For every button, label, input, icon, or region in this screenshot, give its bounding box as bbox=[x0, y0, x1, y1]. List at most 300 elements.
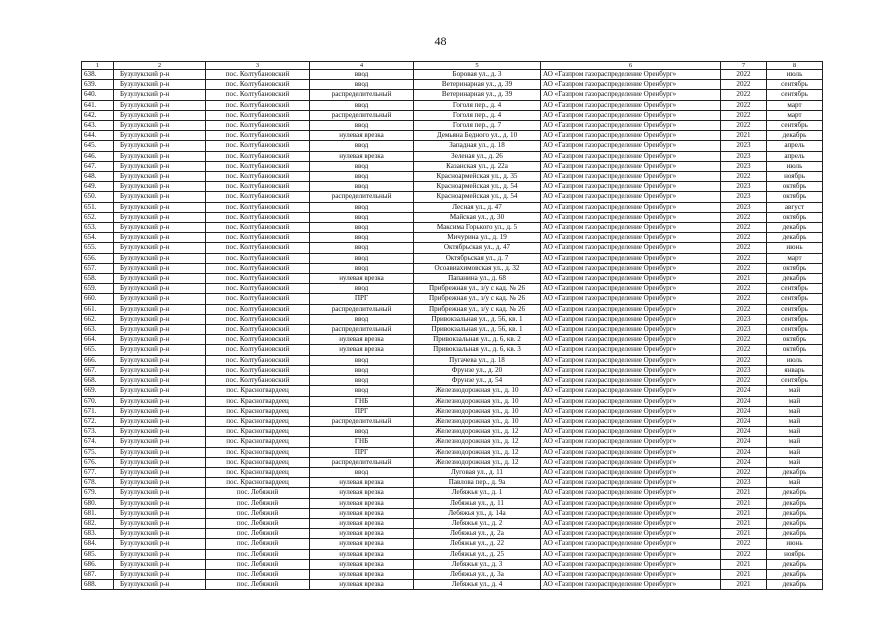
address-cell: Луговая ул., д. 11 bbox=[414, 467, 541, 477]
table-row bbox=[82, 294, 823, 304]
row-number-cell: 670. bbox=[82, 396, 114, 406]
settlement-cell: пос. Красногвардеец bbox=[206, 386, 310, 396]
object-type-cell: нулевая врезка bbox=[310, 488, 414, 498]
address-cell: Железнодорожная ул., д. 12 bbox=[414, 457, 541, 467]
settlement-cell: пос. Колтубановский bbox=[206, 243, 310, 253]
month-cell: июль bbox=[767, 161, 823, 171]
district-cell: Бузулукский р-н bbox=[114, 549, 206, 559]
year-cell: 2022 bbox=[721, 345, 767, 355]
organization-cell: АО «Газпром газораспределение Оренбург» bbox=[541, 396, 721, 406]
settlement-cell: пос. Колтубановский bbox=[206, 325, 310, 335]
table-row bbox=[82, 457, 823, 467]
row-number-cell: 674. bbox=[82, 437, 114, 447]
row-number-cell: 640. bbox=[82, 90, 114, 100]
object-type-cell: распределительный bbox=[310, 110, 414, 120]
address-cell: Фрунзе ул., д. 20 bbox=[414, 365, 541, 375]
month-cell: декабрь bbox=[767, 223, 823, 233]
row-number-cell: 672. bbox=[82, 416, 114, 426]
address-cell: Красноармейская ул., д. 54 bbox=[414, 192, 541, 202]
organization-cell: АО «Газпром газораспределение Оренбург» bbox=[541, 467, 721, 477]
year-cell: 2022 bbox=[721, 467, 767, 477]
district-cell: Бузулукский р-н bbox=[114, 141, 206, 151]
district-cell: Бузулукский р-н bbox=[114, 304, 206, 314]
organization-cell: АО «Газпром газораспределение Оренбург» bbox=[541, 406, 721, 416]
table-row bbox=[82, 233, 823, 243]
object-type-cell: распределительный bbox=[310, 90, 414, 100]
organization-cell: АО «Газпром газораспределение Оренбург» bbox=[541, 141, 721, 151]
organization-cell: АО «Газпром газораспределение Оренбург» bbox=[541, 314, 721, 324]
settlement-cell: пос. Лебяжий bbox=[206, 488, 310, 498]
object-type-cell: распределительный bbox=[310, 416, 414, 426]
district-cell: Бузулукский р-н bbox=[114, 386, 206, 396]
row-number-cell: 671. bbox=[82, 406, 114, 416]
row-number-cell: 647. bbox=[82, 161, 114, 171]
table-row bbox=[82, 304, 823, 314]
table-row bbox=[82, 182, 823, 192]
object-type-cell: ввод bbox=[310, 212, 414, 222]
organization-cell: АО «Газпром газораспределение Оренбург» bbox=[541, 263, 721, 273]
year-cell: 2022 bbox=[721, 100, 767, 110]
month-cell: апрель bbox=[767, 141, 823, 151]
row-number-cell: 638. bbox=[82, 70, 114, 80]
organization-cell: АО «Газпром газораспределение Оренбург» bbox=[541, 121, 721, 131]
year-cell: 2024 bbox=[721, 406, 767, 416]
table-row bbox=[82, 161, 823, 171]
object-type-cell: ввод bbox=[310, 427, 414, 437]
year-cell: 2021 bbox=[721, 580, 767, 590]
organization-cell: АО «Газпром газораспределение Оренбург» bbox=[541, 529, 721, 539]
organization-cell: АО «Газпром газораспределение Оренбург» bbox=[541, 335, 721, 345]
year-cell: 2024 bbox=[721, 396, 767, 406]
district-cell: Бузулукский р-н bbox=[114, 406, 206, 416]
column-header: 2 bbox=[114, 62, 206, 70]
row-number-cell: 684. bbox=[82, 539, 114, 549]
organization-cell: АО «Газпром газораспределение Оренбург» bbox=[541, 212, 721, 222]
object-type-cell: ввод bbox=[310, 161, 414, 171]
table-row bbox=[82, 243, 823, 253]
district-cell: Бузулукский р-н bbox=[114, 559, 206, 569]
organization-cell: АО «Газпром газораспределение Оренбург» bbox=[541, 172, 721, 182]
address-cell: Папанина ул., д. 68 bbox=[414, 274, 541, 284]
settlement-cell: пос. Колтубановский bbox=[206, 80, 310, 90]
district-cell: Бузулукский р-н bbox=[114, 345, 206, 355]
month-cell: октябрь bbox=[767, 212, 823, 222]
settlement-cell: пос. Колтубановский bbox=[206, 212, 310, 222]
object-type-cell: нулевая врезка bbox=[310, 539, 414, 549]
object-type-cell: нулевая врезка bbox=[310, 549, 414, 559]
organization-cell: АО «Газпром газораспределение Оренбург» bbox=[541, 427, 721, 437]
month-cell: март bbox=[767, 100, 823, 110]
object-type-cell: нулевая врезка bbox=[310, 478, 414, 488]
organization-cell: АО «Газпром газораспределение Оренбург» bbox=[541, 80, 721, 90]
year-cell: 2021 bbox=[721, 498, 767, 508]
table-row bbox=[82, 151, 823, 161]
row-number-cell: 688. bbox=[82, 580, 114, 590]
settlement-cell: пос. Колтубановский bbox=[206, 335, 310, 345]
row-number-cell: 649. bbox=[82, 182, 114, 192]
organization-cell: АО «Газпром газораспределение Оренбург» bbox=[541, 253, 721, 263]
row-number-cell: 645. bbox=[82, 141, 114, 151]
row-number-cell: 668. bbox=[82, 376, 114, 386]
month-cell: сентябрь bbox=[767, 90, 823, 100]
address-cell: Казанская ул., д. 22а bbox=[414, 161, 541, 171]
table-row bbox=[82, 416, 823, 426]
address-cell: Железнодорожная ул., д. 10 bbox=[414, 406, 541, 416]
table-row bbox=[82, 172, 823, 182]
address-cell: Лесная ул., д. 47 bbox=[414, 202, 541, 212]
address-cell: Прибрежная ул., з/у с кад. № 26 bbox=[414, 304, 541, 314]
organization-cell: АО «Газпром газораспределение Оренбург» bbox=[541, 304, 721, 314]
object-type-cell: ввод bbox=[310, 253, 414, 263]
object-type-cell: распределительный bbox=[310, 304, 414, 314]
object-type-cell: ввод bbox=[310, 233, 414, 243]
address-cell: Привокзальная ул., д. 6, кв. 3 bbox=[414, 345, 541, 355]
district-cell: Бузулукский р-н bbox=[114, 172, 206, 182]
object-type-cell: ввод bbox=[310, 100, 414, 110]
year-cell: 2024 bbox=[721, 427, 767, 437]
organization-cell: АО «Газпром газораспределение Оренбург» bbox=[541, 569, 721, 579]
district-cell: Бузулукский р-н bbox=[114, 508, 206, 518]
year-cell: 2021 bbox=[721, 518, 767, 528]
address-cell: Западная ул., д. 18 bbox=[414, 141, 541, 151]
table-row bbox=[82, 427, 823, 437]
table-row bbox=[82, 386, 823, 396]
settlement-cell: пос. Колтубановский bbox=[206, 355, 310, 365]
year-cell: 2021 bbox=[721, 529, 767, 539]
settlement-cell: пос. Колтубановский bbox=[206, 253, 310, 263]
organization-cell: АО «Газпром газораспределение Оренбург» bbox=[541, 376, 721, 386]
object-type-cell: ввод bbox=[310, 121, 414, 131]
month-cell: апрель bbox=[767, 151, 823, 161]
year-cell: 2023 bbox=[721, 161, 767, 171]
district-cell: Бузулукский р-н bbox=[114, 192, 206, 202]
district-cell: Бузулукский р-н bbox=[114, 580, 206, 590]
table-row bbox=[82, 539, 823, 549]
month-cell: сентябрь bbox=[767, 284, 823, 294]
row-number-cell: 648. bbox=[82, 172, 114, 182]
row-number-cell: 662. bbox=[82, 314, 114, 324]
address-cell: Гоголя пер., д. 4 bbox=[414, 100, 541, 110]
object-type-cell: ПРГ bbox=[310, 294, 414, 304]
row-number-cell: 664. bbox=[82, 335, 114, 345]
row-number-cell: 667. bbox=[82, 365, 114, 375]
district-cell: Бузулукский р-н bbox=[114, 396, 206, 406]
row-number-cell: 679. bbox=[82, 488, 114, 498]
organization-cell: АО «Газпром газораспределение Оренбург» bbox=[541, 437, 721, 447]
object-type-cell: ввод bbox=[310, 263, 414, 273]
year-cell: 2024 bbox=[721, 386, 767, 396]
row-number-cell: 665. bbox=[82, 345, 114, 355]
district-cell: Бузулукский р-н bbox=[114, 478, 206, 488]
year-cell: 2024 bbox=[721, 457, 767, 467]
table-row bbox=[82, 131, 823, 141]
organization-cell: АО «Газпром газораспределение Оренбург» bbox=[541, 202, 721, 212]
settlement-cell: пос. Лебяжий bbox=[206, 569, 310, 579]
month-cell: май bbox=[767, 447, 823, 457]
settlement-cell: пос. Колтубановский bbox=[206, 345, 310, 355]
row-number-cell: 683. bbox=[82, 529, 114, 539]
object-type-cell: нулевая врезка bbox=[310, 151, 414, 161]
table-row bbox=[82, 110, 823, 120]
settlement-cell: пос. Лебяжий bbox=[206, 518, 310, 528]
district-cell: Бузулукский р-н bbox=[114, 212, 206, 222]
object-type-cell: нулевая врезка bbox=[310, 131, 414, 141]
settlement-cell: пос. Колтубановский bbox=[206, 294, 310, 304]
address-cell: Лебяжья ул., д. 4 bbox=[414, 580, 541, 590]
organization-cell: АО «Газпром газораспределение Оренбург» bbox=[541, 478, 721, 488]
address-cell: Пугачева ул., д. 18 bbox=[414, 355, 541, 365]
month-cell: декабрь bbox=[767, 569, 823, 579]
address-cell: Октябрьская ул., д. 7 bbox=[414, 253, 541, 263]
district-cell: Бузулукский р-н bbox=[114, 223, 206, 233]
organization-cell: АО «Газпром газораспределение Оренбург» bbox=[541, 243, 721, 253]
month-cell: май bbox=[767, 437, 823, 447]
address-cell: Гоголя пер., д. 4 bbox=[414, 110, 541, 120]
address-cell: Железнодорожная ул., д. 12 bbox=[414, 437, 541, 447]
object-type-cell: ввод bbox=[310, 182, 414, 192]
year-cell: 2022 bbox=[721, 253, 767, 263]
address-cell: Железнодорожная ул., д. 12 bbox=[414, 427, 541, 437]
table-row bbox=[82, 478, 823, 488]
table-row bbox=[82, 488, 823, 498]
month-cell: сентябрь bbox=[767, 304, 823, 314]
object-type-cell: ввод bbox=[310, 355, 414, 365]
table-row bbox=[82, 406, 823, 416]
settlement-cell: пос. Колтубановский bbox=[206, 263, 310, 273]
year-cell: 2022 bbox=[721, 110, 767, 120]
year-cell: 2023 bbox=[721, 151, 767, 161]
month-cell: декабрь bbox=[767, 233, 823, 243]
settlement-cell: пос. Колтубановский bbox=[206, 110, 310, 120]
row-number-cell: 646. bbox=[82, 151, 114, 161]
column-header: 4 bbox=[310, 62, 414, 70]
organization-cell: АО «Газпром газораспределение Оренбург» bbox=[541, 284, 721, 294]
settlement-cell: пос. Колтубановский bbox=[206, 131, 310, 141]
year-cell: 2022 bbox=[721, 284, 767, 294]
organization-cell: АО «Газпром газораспределение Оренбург» bbox=[541, 559, 721, 569]
object-type-cell: распределительный bbox=[310, 457, 414, 467]
month-cell: октябрь bbox=[767, 192, 823, 202]
row-number-cell: 655. bbox=[82, 243, 114, 253]
district-cell: Бузулукский р-н bbox=[114, 80, 206, 90]
table-row bbox=[82, 345, 823, 355]
address-cell: Ветеринарная ул., д. 39 bbox=[414, 90, 541, 100]
address-cell: Октябрьская ул., д. 47 bbox=[414, 243, 541, 253]
row-number-cell: 644. bbox=[82, 131, 114, 141]
month-cell: ноябрь bbox=[767, 172, 823, 182]
month-cell: январь bbox=[767, 365, 823, 375]
address-cell: Лебяжья ул., д. 25 bbox=[414, 549, 541, 559]
month-cell: июнь bbox=[767, 243, 823, 253]
year-cell: 2023 bbox=[721, 141, 767, 151]
district-cell: Бузулукский р-н bbox=[114, 233, 206, 243]
table-row bbox=[82, 325, 823, 335]
settlement-cell: пос. Лебяжий bbox=[206, 498, 310, 508]
year-cell: 2022 bbox=[721, 355, 767, 365]
table-row bbox=[82, 314, 823, 324]
month-cell: декабрь bbox=[767, 467, 823, 477]
column-header: 7 bbox=[721, 62, 767, 70]
object-type-cell: ввод bbox=[310, 223, 414, 233]
object-type-cell: ввод bbox=[310, 243, 414, 253]
row-number-cell: 654. bbox=[82, 233, 114, 243]
table-row bbox=[82, 569, 823, 579]
year-cell: 2021 bbox=[721, 569, 767, 579]
row-number-cell: 643. bbox=[82, 121, 114, 131]
object-type-cell: нулевая врезка bbox=[310, 529, 414, 539]
row-number-cell: 641. bbox=[82, 100, 114, 110]
district-cell: Бузулукский р-н bbox=[114, 539, 206, 549]
address-cell: Прибрежная ул., з/у с кад. № 26 bbox=[414, 284, 541, 294]
district-cell: Бузулукский р-н bbox=[114, 365, 206, 375]
settlement-cell: пос. Лебяжий bbox=[206, 549, 310, 559]
year-cell: 2021 bbox=[721, 131, 767, 141]
object-type-cell: ПРГ bbox=[310, 447, 414, 457]
object-type-cell: нулевая врезка bbox=[310, 518, 414, 528]
settlement-cell: пос. Лебяжий bbox=[206, 580, 310, 590]
address-cell: Лебяжья ул., д. 14а bbox=[414, 508, 541, 518]
gas-objects-table bbox=[81, 61, 823, 590]
month-cell: сентябрь bbox=[767, 294, 823, 304]
year-cell: 2022 bbox=[721, 121, 767, 131]
month-cell: октябрь bbox=[767, 335, 823, 345]
organization-cell: АО «Газпром газораспределение Оренбург» bbox=[541, 294, 721, 304]
row-number-cell: 686. bbox=[82, 559, 114, 569]
settlement-cell: пос. Колтубановский bbox=[206, 141, 310, 151]
organization-cell: АО «Газпром газораспределение Оренбург» bbox=[541, 447, 721, 457]
settlement-cell: пос. Колтубановский bbox=[206, 161, 310, 171]
district-cell: Бузулукский р-н bbox=[114, 569, 206, 579]
row-number-cell: 660. bbox=[82, 294, 114, 304]
table-row bbox=[82, 284, 823, 294]
settlement-cell: пос. Колтубановский bbox=[206, 90, 310, 100]
district-cell: Бузулукский р-н bbox=[114, 100, 206, 110]
organization-cell: АО «Газпром газораспределение Оренбург» bbox=[541, 70, 721, 80]
year-cell: 2022 bbox=[721, 90, 767, 100]
organization-cell: АО «Газпром газораспределение Оренбург» bbox=[541, 355, 721, 365]
settlement-cell: пос. Колтубановский bbox=[206, 121, 310, 131]
address-cell: Прибрежная ул., з/у с кад. № 26 bbox=[414, 294, 541, 304]
month-cell: декабрь bbox=[767, 274, 823, 284]
settlement-cell: пос. Колтубановский bbox=[206, 100, 310, 110]
column-header: 6 bbox=[541, 62, 721, 70]
settlement-cell: пос. Лебяжий bbox=[206, 559, 310, 569]
district-cell: Бузулукский р-н bbox=[114, 355, 206, 365]
row-number-cell: 677. bbox=[82, 467, 114, 477]
settlement-cell: пос. Колтубановский bbox=[206, 192, 310, 202]
district-cell: Бузулукский р-н bbox=[114, 182, 206, 192]
year-cell: 2021 bbox=[721, 508, 767, 518]
month-cell: декабрь bbox=[767, 518, 823, 528]
table-row bbox=[82, 141, 823, 151]
table-row bbox=[82, 376, 823, 386]
district-cell: Бузулукский р-н bbox=[114, 131, 206, 141]
address-cell: Привокзальная ул., д. 56, кв. 1 bbox=[414, 314, 541, 324]
address-cell: Железнодорожная ул., д. 10 bbox=[414, 416, 541, 426]
object-type-cell: нулевая врезка bbox=[310, 580, 414, 590]
row-number-cell: 659. bbox=[82, 284, 114, 294]
settlement-cell: пос. Колтубановский bbox=[206, 376, 310, 386]
district-cell: Бузулукский р-н bbox=[114, 467, 206, 477]
table-row bbox=[82, 80, 823, 90]
row-number-cell: 680. bbox=[82, 498, 114, 508]
year-cell: 2024 bbox=[721, 447, 767, 457]
organization-cell: АО «Газпром газораспределение Оренбург» bbox=[541, 345, 721, 355]
district-cell: Бузулукский р-н bbox=[114, 110, 206, 120]
object-type-cell: ввод bbox=[310, 141, 414, 151]
month-cell: июнь bbox=[767, 539, 823, 549]
address-cell: Максима Горького ул., д. 5 bbox=[414, 223, 541, 233]
year-cell: 2021 bbox=[721, 559, 767, 569]
settlement-cell: пос. Колтубановский bbox=[206, 151, 310, 161]
settlement-cell: пос. Красногвардеец bbox=[206, 447, 310, 457]
table-row bbox=[82, 580, 823, 590]
address-cell: Красноармейская ул., д. 54 bbox=[414, 182, 541, 192]
district-cell: Бузулукский р-н bbox=[114, 437, 206, 447]
page-number: 48 bbox=[434, 34, 447, 48]
address-cell: Зеленая ул., д. 26 bbox=[414, 151, 541, 161]
table-row bbox=[82, 202, 823, 212]
month-cell: сентябрь bbox=[767, 325, 823, 335]
table-row bbox=[82, 437, 823, 447]
organization-cell: АО «Газпром газораспределение Оренбург» bbox=[541, 274, 721, 284]
row-number-cell: 666. bbox=[82, 355, 114, 365]
settlement-cell: пос. Красногвардеец bbox=[206, 467, 310, 477]
column-header: 5 bbox=[414, 62, 541, 70]
object-type-cell: ввод bbox=[310, 284, 414, 294]
address-cell: Павлова пер., д. 9а bbox=[414, 478, 541, 488]
address-cell: Боровая ул., д. 3 bbox=[414, 70, 541, 80]
month-cell: май bbox=[767, 478, 823, 488]
district-cell: Бузулукский р-н bbox=[114, 314, 206, 324]
settlement-cell: пос. Красногвардеец bbox=[206, 406, 310, 416]
row-number-cell: 675. bbox=[82, 447, 114, 457]
organization-cell: АО «Газпром газораспределение Оренбург» bbox=[541, 457, 721, 467]
year-cell: 2022 bbox=[721, 80, 767, 90]
settlement-cell: пос. Красногвардеец bbox=[206, 396, 310, 406]
organization-cell: АО «Газпром газораспределение Оренбург» bbox=[541, 192, 721, 202]
table-row bbox=[82, 100, 823, 110]
district-cell: Бузулукский р-н bbox=[114, 121, 206, 131]
year-cell: 2022 bbox=[721, 223, 767, 233]
table-row bbox=[82, 447, 823, 457]
row-number-cell: 687. bbox=[82, 569, 114, 579]
object-type-cell: ввод bbox=[310, 202, 414, 212]
organization-cell: АО «Газпром газораспределение Оренбург» bbox=[541, 131, 721, 141]
month-cell: декабрь bbox=[767, 508, 823, 518]
district-cell: Бузулукский р-н bbox=[114, 427, 206, 437]
district-cell: Бузулукский р-н bbox=[114, 253, 206, 263]
address-cell: Лебяжья ул., д. 11 bbox=[414, 498, 541, 508]
month-cell: июль bbox=[767, 355, 823, 365]
year-cell: 2022 bbox=[721, 549, 767, 559]
organization-cell: АО «Газпром газораспределение Оренбург» bbox=[541, 539, 721, 549]
district-cell: Бузулукский р-н bbox=[114, 488, 206, 498]
month-cell: сентябрь bbox=[767, 80, 823, 90]
year-cell: 2023 bbox=[721, 182, 767, 192]
month-cell: май bbox=[767, 386, 823, 396]
settlement-cell: пос. Колтубановский bbox=[206, 70, 310, 80]
district-cell: Бузулукский р-н bbox=[114, 325, 206, 335]
month-cell: декабрь bbox=[767, 559, 823, 569]
address-cell: Майская ул., д. 30 bbox=[414, 212, 541, 222]
object-type-cell: ввод bbox=[310, 365, 414, 375]
table-row bbox=[82, 70, 823, 80]
object-type-cell: распределительный bbox=[310, 325, 414, 335]
row-number-cell: 681. bbox=[82, 508, 114, 518]
row-number-cell: 663. bbox=[82, 325, 114, 335]
address-cell: Привокзальная ул., д. 56, кв. 1 bbox=[414, 325, 541, 335]
